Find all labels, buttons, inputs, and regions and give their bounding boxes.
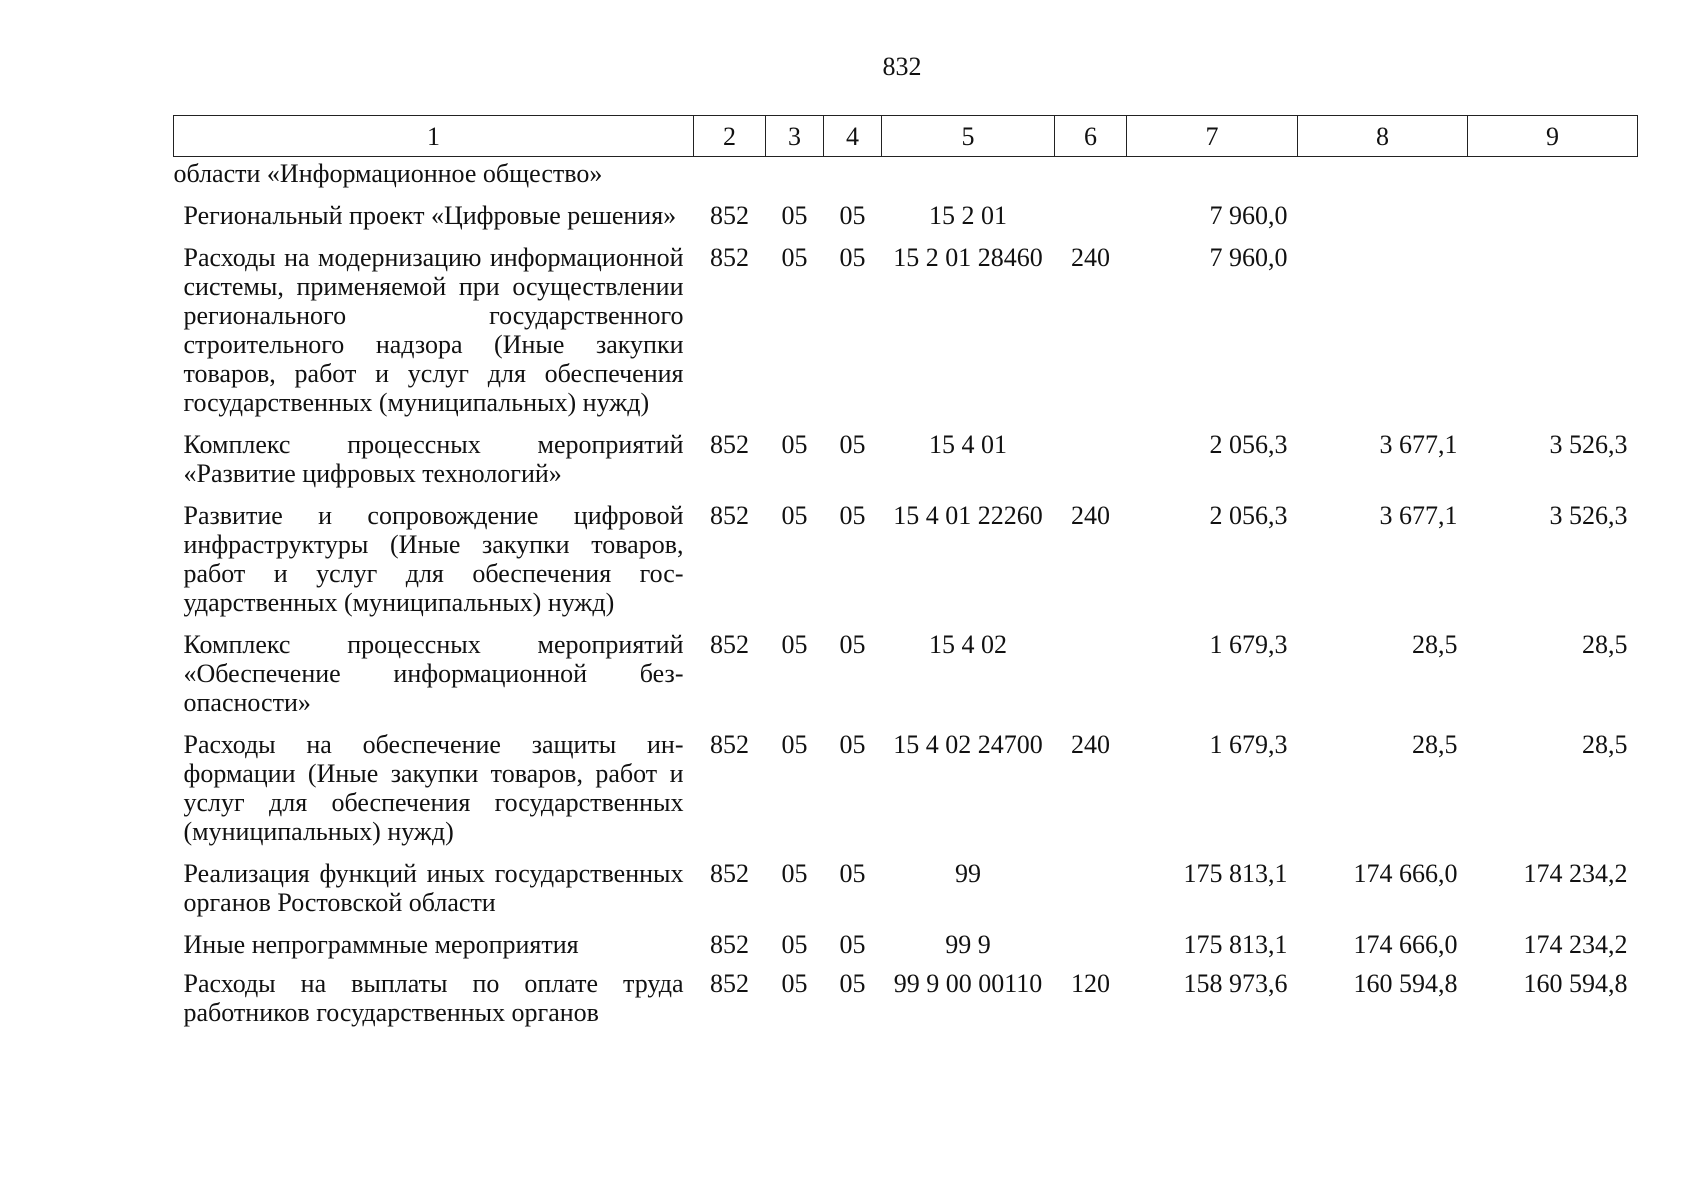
cell-c5: 15 2 01 <box>929 201 1007 230</box>
cell-c9: 160 594,8 <box>1523 969 1628 998</box>
table-row <box>174 157 1638 189</box>
header-col-7: 7 <box>1127 116 1298 157</box>
cell-c6 <box>1055 188 1127 230</box>
cell-c6 <box>1055 417 1127 488</box>
row-name: Комплекс процессных мероприятий «Обеспечение информационной безопасности» <box>183 630 684 717</box>
cell-c4: 05 <box>839 501 866 530</box>
row-name: Региональный проект «Цифровые решения» <box>183 201 677 230</box>
cell-c6: 240 <box>1071 730 1110 759</box>
cell-c2: 852 <box>710 243 749 272</box>
cell-c5: 99 9 <box>945 930 991 959</box>
cell-c8: 174 666,0 <box>1353 930 1458 959</box>
cell-c7: 2 056,3 <box>1209 501 1288 530</box>
cell-c7: 7 960,0 <box>1209 201 1288 230</box>
cell-c7: 2 056,3 <box>1209 430 1288 459</box>
cell-c6 <box>1055 846 1127 917</box>
cell-c5: 99 9 00 00110 <box>893 969 1043 998</box>
cell-c8: 28,5 <box>1412 730 1458 759</box>
cell-c2: 852 <box>710 630 749 659</box>
cell-c4: 05 <box>839 243 866 272</box>
header-col-6: 6 <box>1055 116 1127 157</box>
header-col-2: 2 <box>694 116 766 157</box>
table-row <box>174 488 1638 617</box>
cell-c7: 158 973,6 <box>1183 969 1288 998</box>
cell-c5: 15 4 02 24700 <box>893 730 1043 759</box>
cell-c7: 175 813,1 <box>1183 930 1288 959</box>
cell-c2: 852 <box>710 501 749 530</box>
header-col-8: 8 <box>1298 116 1468 157</box>
cell-c8 <box>1298 188 1468 230</box>
table-row <box>174 846 1638 917</box>
cell-c6: 120 <box>1071 969 1110 998</box>
row-name: Иные непрограммные мероприятия <box>183 930 579 959</box>
cell-c3: 05 <box>781 630 808 659</box>
row-name: Расходы на выплаты по оплате труда работников государственных органов <box>183 969 684 1027</box>
cell-c9 <box>1468 230 1638 417</box>
header-col-5: 5 <box>882 116 1055 157</box>
row-name: Расходы на модернизацию информационной системы, применяемой при осуществлении регионального государственного строительного надзора (Иные закупки товаров, работ и услуг для обеспечения государственных (муниципальных) нужд) <box>183 243 684 417</box>
header-col-3: 3 <box>766 116 824 157</box>
cell-c3: 05 <box>781 730 808 759</box>
cell-c4: 05 <box>839 201 866 230</box>
header-row <box>174 116 1638 157</box>
cell-c5: 15 4 01 22260 <box>893 501 1043 530</box>
cell-c9: 174 234,2 <box>1523 859 1628 888</box>
table-header <box>174 116 1638 157</box>
cell-c7: 1 679,3 <box>1209 730 1288 759</box>
cell-c9: 28,5 <box>1582 730 1628 759</box>
cell-c9: 28,5 <box>1582 630 1628 659</box>
cell-c2: 852 <box>710 859 749 888</box>
cell-c5 <box>882 157 1055 189</box>
cell-c3: 05 <box>781 243 808 272</box>
cell-c5: 15 4 01 <box>929 430 1007 459</box>
cell-c9: 3 526,3 <box>1549 501 1628 530</box>
cell-c9 <box>1468 157 1638 189</box>
cell-c2: 852 <box>710 930 749 959</box>
page-number: 832 <box>882 52 922 81</box>
row-name: Комплекс процессных мероприятий «Развитие цифровых технологий» <box>183 430 684 488</box>
cell-c8 <box>1298 230 1468 417</box>
cell-c3: 05 <box>781 859 808 888</box>
cell-c4: 05 <box>839 859 866 888</box>
row-name: Развитие и сопровождение цифровой инфраструктуры (Иные закупки товаров, работ и услуг для обеспечения государственных (муниципальных) нужд) <box>183 501 684 617</box>
cell-c4: 05 <box>839 969 866 998</box>
table-row <box>174 917 1638 959</box>
cell-c8: 28,5 <box>1412 630 1458 659</box>
cell-c3 <box>766 157 824 189</box>
cell-c8: 174 666,0 <box>1353 859 1458 888</box>
cell-c5: 15 4 02 <box>929 630 1007 659</box>
cell-c3: 05 <box>781 201 808 230</box>
table-row <box>174 959 1638 1027</box>
cell-c3: 05 <box>781 930 808 959</box>
cell-c4: 05 <box>839 430 866 459</box>
cell-c6: 240 <box>1071 243 1110 272</box>
cell-c8: 3 677,1 <box>1379 430 1458 459</box>
cell-c6 <box>1055 917 1127 959</box>
cell-c8: 160 594,8 <box>1353 969 1458 998</box>
cell-c9: 174 234,2 <box>1523 930 1628 959</box>
cell-c3: 05 <box>781 430 808 459</box>
cell-c4: 05 <box>839 730 866 759</box>
cell-c6: 240 <box>1071 501 1110 530</box>
cell-c2 <box>694 157 766 189</box>
cell-c9 <box>1468 188 1638 230</box>
row-name: Реализация функций иных государственных органов Ростовской области <box>183 859 684 917</box>
row-name: Расходы на обеспечение защиты информации (Иные закупки товаров, работ и услуг для обеспечения государственных (муниципальных) нужд) <box>183 730 684 846</box>
header-col-9: 9 <box>1468 116 1638 157</box>
table-row <box>174 717 1638 846</box>
table-row <box>174 230 1638 417</box>
cell-c3: 05 <box>781 501 808 530</box>
cell-c7: 175 813,1 <box>1183 859 1288 888</box>
table-body <box>174 157 1638 1028</box>
cell-c9: 3 526,3 <box>1549 430 1628 459</box>
table-row <box>174 617 1638 717</box>
cell-c5: 15 2 01 28460 <box>893 243 1043 272</box>
cell-c6 <box>1055 617 1127 717</box>
cell-c4: 05 <box>839 630 866 659</box>
cell-c6 <box>1055 157 1127 189</box>
cell-c2: 852 <box>710 730 749 759</box>
row-name: области «Информационное общество» <box>173 159 603 188</box>
cell-c4 <box>824 157 882 189</box>
cell-c7: 1 679,3 <box>1209 630 1288 659</box>
header-col-1: 1 <box>174 116 694 157</box>
cell-c4: 05 <box>839 930 866 959</box>
cell-c2: 852 <box>710 430 749 459</box>
header-col-4: 4 <box>824 116 882 157</box>
budget-table <box>173 115 1638 1027</box>
table-row <box>174 188 1638 230</box>
cell-c7: 7 960,0 <box>1209 243 1288 272</box>
cell-c2: 852 <box>710 201 749 230</box>
table-row <box>174 417 1638 488</box>
cell-c5: 99 <box>955 859 981 888</box>
cell-c7 <box>1127 157 1298 189</box>
cell-c8: 3 677,1 <box>1379 501 1458 530</box>
cell-c2: 852 <box>710 969 749 998</box>
cell-c3: 05 <box>781 969 808 998</box>
cell-c8 <box>1298 157 1468 189</box>
